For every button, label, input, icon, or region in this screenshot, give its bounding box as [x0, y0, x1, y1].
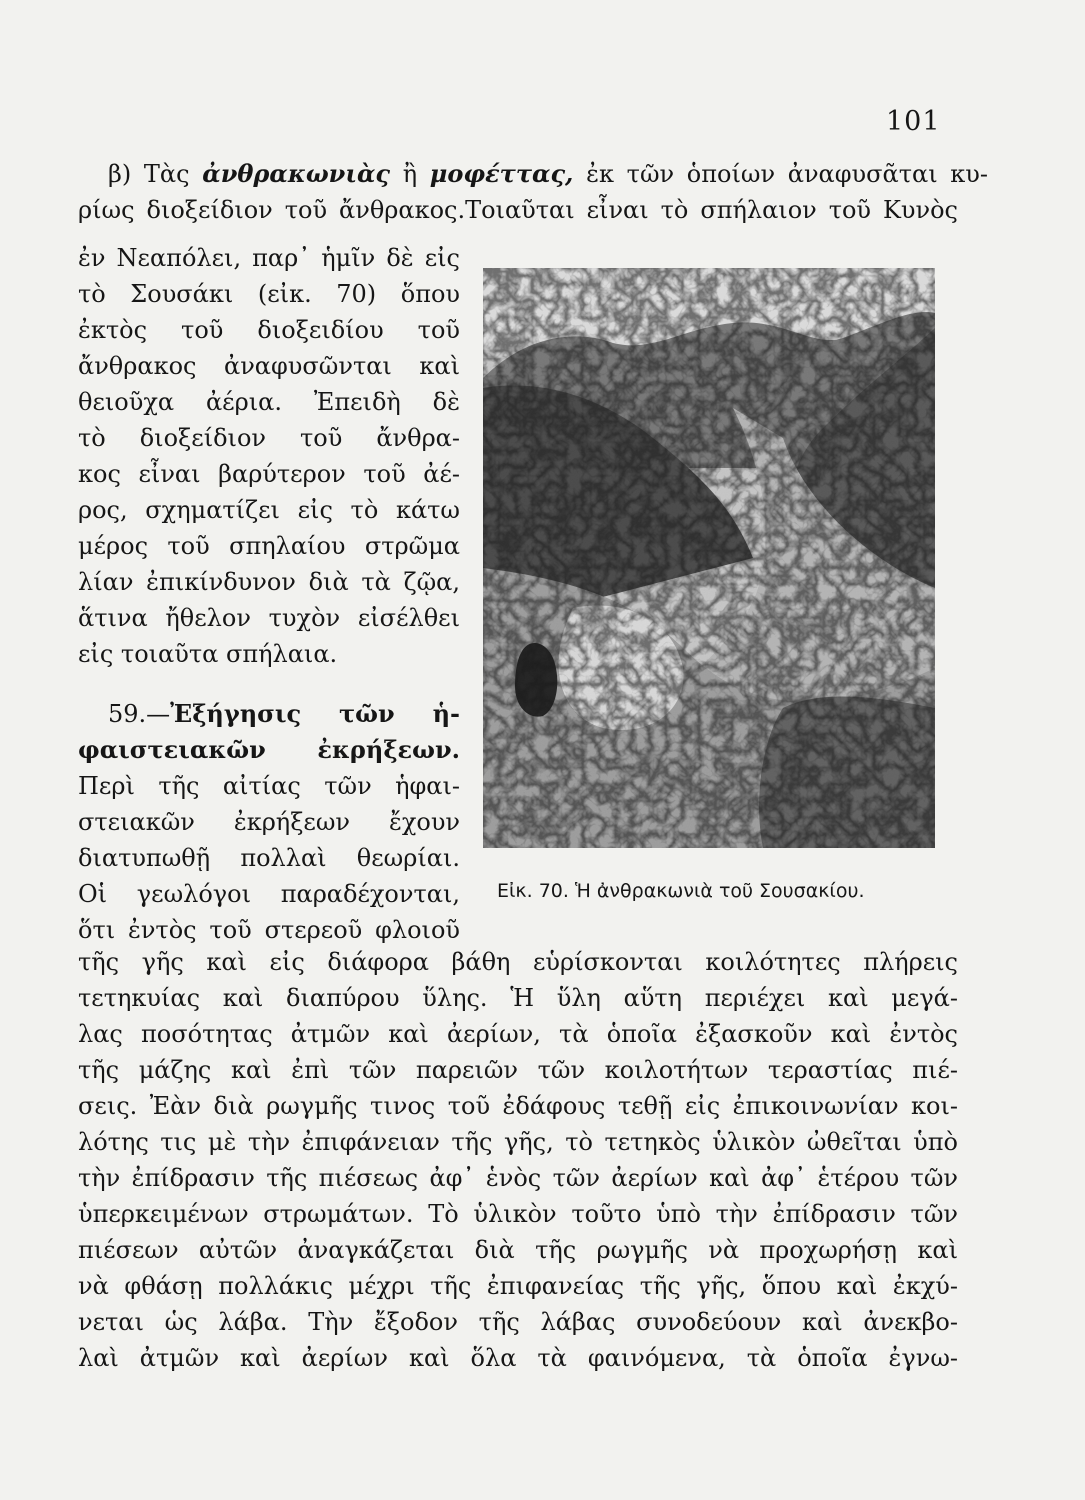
section-line-2: στειακῶν ἐκρήξεων ἔχουν	[78, 808, 460, 836]
section-line-5: ὅτι ἐντὸς τοῦ στερεοῦ φλοιοῦ	[78, 916, 460, 944]
section-line-16: νεται ὡς λάβα. Τὴν ἔξοδον τῆς λάβας συνοδεύουν καὶ ἀνεκβο-	[78, 1308, 958, 1336]
section-line-15: νὰ φθάσῃ πολλάκις μέχρι τῆς ἐπιφανείας τῆς γῆς, ὅπου καὶ ἐκχύ-	[78, 1272, 958, 1300]
intro-line-10: ρος, σχηματίζει εἰς τὸ κάτω	[78, 496, 460, 524]
intro-line-14: εἰς τοιαῦτα σπήλαια.	[78, 640, 338, 668]
section-line-6: τῆς γῆς καὶ εἰς διάφορα βάθη εὑρίσκονται κοιλότητες πλήρεις	[78, 948, 958, 976]
section-number: 59.—	[108, 700, 171, 728]
intro-line-8: τὸ διοξείδιον τοῦ ἄνθρα-	[78, 424, 460, 452]
section-title-1: Ἐξήγησις τῶν ἡ-	[170, 699, 460, 728]
page-number: 101	[886, 106, 941, 137]
section-line-7: τετηκυίας καὶ διαπύρου ὕλης. Ἡ ὕλη αὕτη περιέχει καὶ μεγά-	[78, 984, 958, 1012]
figure-sousaki-photo	[483, 268, 935, 848]
intro-line-11: μέρος τοῦ σπηλαίου στρῶμα	[78, 532, 460, 560]
landscape-photo	[483, 268, 935, 848]
section-heading-line-1	[78, 696, 460, 732]
section-line-12: τὴν ἐπίδρασιν τῆς πιέσεως ἀφ᾽ ἑνὸς τῶν ἀερίων καὶ ἀφ᾽ ἑτέρου τῶν	[78, 1164, 958, 1192]
section-line-13: ὑπερκειμένων στρωμάτων. Τὸ ὑλικὸν τοῦτο ὑπὸ τὴν ἐπίδρασιν τῶν	[78, 1200, 958, 1228]
intro-line-1: β) Τὰς ἀνθρακωνιὰς ἢ μοφέττας, ἐκ τῶν ὁποίων ἀναφυσᾶται κυ-	[108, 159, 989, 188]
section-line-3: διατυπωθῇ πολλαὶ θεωρίαι.	[78, 844, 460, 872]
figure-caption: Εἰκ. 70. Ἡ ἀνθρακωνιὰ τοῦ Σουσακίου.	[497, 880, 865, 902]
section-line-17: λαὶ ἀτμῶν καὶ ἀερίων καὶ ὅλα τὰ φαινόμενα, τὰ ὁποῖα ἐγνω-	[78, 1344, 958, 1372]
section-line-14: πιέσεων αὐτῶν ἀναγκάζεται διὰ τῆς ρωγμῆς νὰ προχωρήσῃ καὶ	[78, 1236, 958, 1264]
intro-line-2: ρίως διοξείδιον τοῦ ἄνθρακος.Τοιαῦται εἶναι τὸ σπήλαιον τοῦ Κυνὸς	[78, 196, 958, 224]
intro-line-7: θειοῦχα ἀέρια. Ἐπειδὴ δὲ	[78, 388, 460, 416]
section-line-8: λας ποσότητας ἀτμῶν καὶ ἀερίων, τὰ ὁποῖα ἐξασκοῦν καὶ ἐντὸς	[78, 1020, 958, 1048]
intro-line-3: ἐν Νεαπόλει, παρ᾽ ἡμῖν δὲ εἰς	[78, 244, 460, 272]
section-line-9: τῆς μάζης καὶ ἐπὶ τῶν παρειῶν τῶν κοιλοτήτων τεραστίας πιέ-	[78, 1056, 958, 1084]
intro-line-12: λίαν ἐπικίνδυνον διὰ τὰ ζῷα,	[78, 568, 460, 596]
section-line-4: Οἱ γεωλόγοι παραδέχονται,	[78, 880, 460, 908]
term-anthrakonias: ἀνθρακωνιὰς	[202, 159, 391, 188]
intro-line-4: τὸ Σουσάκι (εἰκ. 70) ὅπου	[78, 280, 460, 308]
intro-line-13: ἅτινα ἤθελον τυχὸν εἰσέλθει	[78, 604, 460, 632]
intro-line-9: κος εἶναι βαρύτερον τοῦ ἀέ-	[78, 460, 460, 488]
intro-line-5: ἐκτὸς τοῦ διοξειδίου τοῦ	[78, 316, 460, 344]
section-heading-line-2: φαιστειακῶν ἐκρήξεων.	[78, 735, 460, 764]
section-line-11: λότης τις μὲ τὴν ἐπιφάνειαν τῆς γῆς, τὸ τετηκὸς ὑλικὸν ὠθεῖται ὑπὸ	[78, 1128, 958, 1156]
section-line-10: σεις. Ἐὰν διὰ ρωγμῆς τινος τοῦ ἐδάφους τεθῇ εἰς ἐπικοινωνίαν κοι-	[78, 1092, 958, 1120]
intro-line-6: ἄνθρακος ἀναφυσῶνται καὶ	[78, 352, 460, 380]
section-line-1: Περὶ τῆς αἰτίας τῶν ἡφαι-	[78, 772, 460, 800]
term-mofettas: μοφέττας,	[429, 159, 574, 188]
